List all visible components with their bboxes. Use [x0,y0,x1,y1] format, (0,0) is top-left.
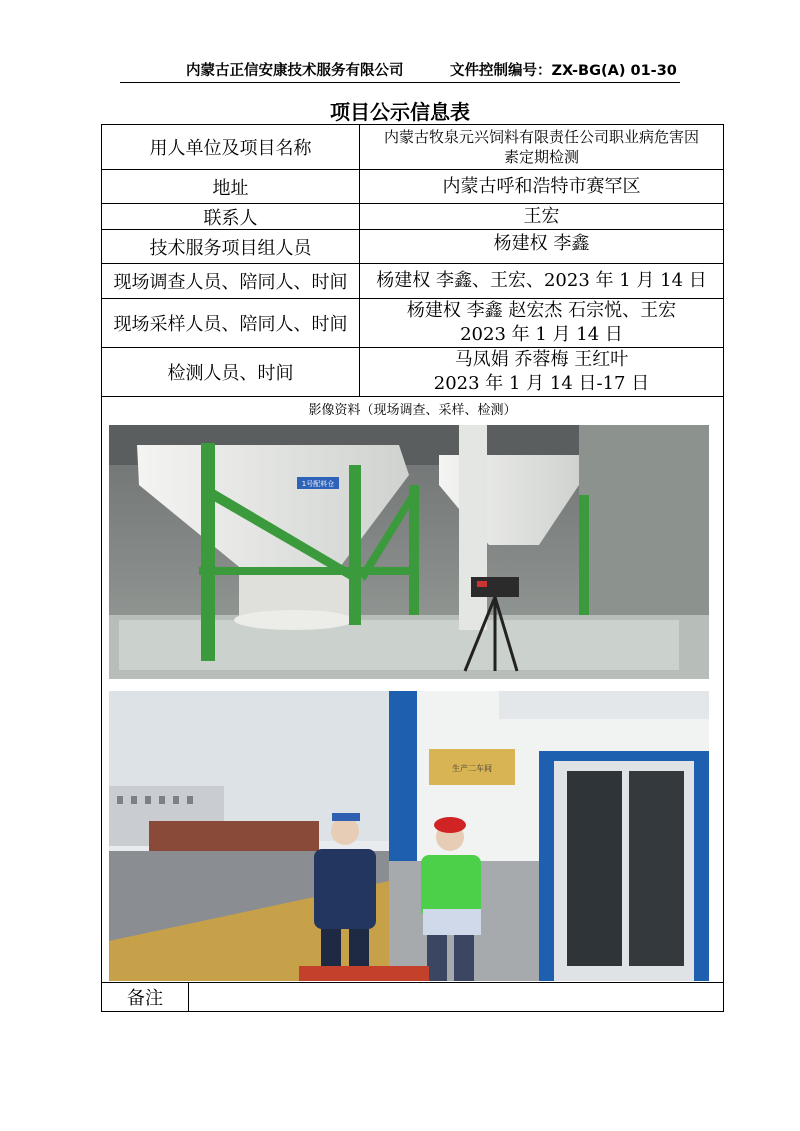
table-row [102,230,723,264]
table-row [102,204,723,230]
document-header [120,58,680,83]
row-label: 现场采样人员、陪同人、时间 [102,299,360,347]
image-caption: 影像资料（现场调查、采样、检测） [308,403,517,418]
site-photo-silos [109,425,709,679]
row-value-line: 杨建权 李鑫 [493,233,590,254]
row-label: 联系人 [102,204,360,229]
row-value-line: 2023 年 1 月 14 日-17 日 [433,373,650,394]
row-label: 地址 [102,170,360,203]
company-name: 内蒙古正信安康技术服务有限公司 [186,63,404,79]
table-row [102,264,723,299]
row-label: 技术服务项目组人员 [102,230,360,263]
remarks-label: 备注 [102,983,189,1011]
row-value [360,125,723,169]
row-value-line: 杨建权 李鑫、王宏、2023 年 1 月 14 日 [376,270,707,291]
row-value-line: 2023 年 1 月 14 日 [460,324,623,345]
factory-silo-photo [109,425,709,679]
row-label: 现场调查人员、陪同人、时间 [102,264,360,298]
row-label: 用人单位及项目名称 [102,125,360,169]
row-value [360,299,723,347]
project-info-table [101,124,724,1012]
row-value-line: 王宏 [523,205,560,227]
row-value-line: 内蒙古牧泉元兴饲料有限责任公司职业病危害因 [383,128,699,146]
page-title: 项目公示信息表 [330,100,470,124]
row-value [360,348,723,396]
silo-label: 1号配料仓 [301,480,335,488]
workers-photo [109,691,709,981]
row-label: 检测人员、时间 [102,348,360,396]
site-photo-workers [109,691,709,981]
file-control-number: 文件控制编号：ZX-BG(A) 01-30 [450,63,677,79]
row-value [360,230,723,263]
table-row-remarks [102,982,723,1011]
door-sign: 生产二车间 [452,764,492,773]
row-value [360,170,723,203]
row-value-line: 杨建权 李鑫 赵宏杰 石宗悦、王宏 [406,300,677,321]
row-value-line: 马凤娟 乔蓉梅 王红叶 [454,349,629,370]
row-value-line: 内蒙古呼和浩特市赛罕区 [442,175,641,197]
table-row [102,299,723,348]
row-value [360,204,723,229]
table-row [102,170,723,204]
row-value-line: 素定期检测 [503,148,579,166]
table-row [102,125,723,170]
table-row [102,348,723,397]
row-value [360,264,723,298]
